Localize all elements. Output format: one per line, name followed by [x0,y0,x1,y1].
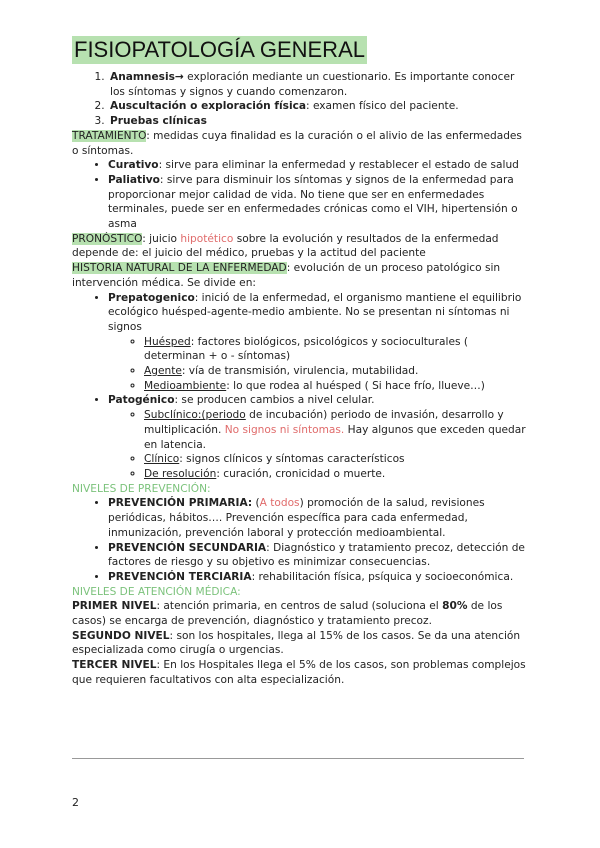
item-text: Hay algunos que exceden quedar en latencia. [144,423,526,451]
footer-divider [72,758,524,759]
text: : evolución de un proceso patológico sin intervención médica. Se divide en: [72,262,501,289]
arrow: → [174,71,184,83]
item-text: : factores biológicos, psicológicos y socioculturales ( determinan + o - síntomas) [144,335,468,363]
pronostico-label: PRONÓSTICO [72,232,143,245]
highlight-red: hipotético [180,232,234,245]
item-text: : sirve para disminuir los síntomas y signos de la enfermedad para proporcionar mejor calidad de vida. No tiene que ser en enfermedades terminales, puede ser en enfermedades crónicas como el VIH, hipertensión o asma [108,173,518,231]
tratamiento-text: : medidas cuya finalidad es la curación o el alivio de las enfermedades o síntomas. [72,129,522,157]
page-content [72,36,528,688]
list-item [108,158,528,173]
list-item [108,99,528,114]
tratamiento-label: TRATAMIENTO [72,129,147,142]
pronostico-paragraph [72,232,528,261]
term: Subclínico:(periodo [144,409,246,422]
historia-label: HISTORIA NATURAL DE LA ENFERMEDAD [72,262,287,275]
primer-nivel [72,599,528,628]
sub-item [144,335,528,364]
item-text: : lo que rodea al huésped ( Si hace frío, llueve…) [226,379,485,392]
item-text: : curación, cronicidad o muerte. [216,467,386,480]
atencion-heading: NIVELES DE ATENCIÓN MÉDICA: [72,585,241,598]
text: sobre la evolución y resultados de la enfermedad depende de: el juicio del médico, pruebas y la actitud del paciente [72,232,499,260]
item-text: : sirve para eliminar la enfermedad y restablecer el estado de salud [158,159,519,172]
term: PRIMER NIVEL [72,600,157,613]
item-text: : se producen cambios a nivel celular. [174,394,375,407]
term: PREVENCIÓN PRIMARIA: [108,497,253,510]
text: ( [252,497,260,510]
sub-item [144,379,528,394]
prevencion-list [72,496,528,584]
item-text: ) promoción de la salud, revisiones periódicas, hábitos…. Prevención específica para cada enfermedad, inmunización, prevención laboral y protección medioambiental. [108,497,485,539]
item-text: : examen físico del paciente. [306,100,459,113]
term: Auscultación o exploración física [110,100,307,113]
text: : son los hospitales, llega al 15% de los casos. Se da una atención especializada como cirugía o urgencias. [72,629,521,657]
item-text: : vía de transmisión, virulencia, mutabilidad. [181,365,419,378]
sub-list [108,408,528,482]
term: Medioambiente [144,379,227,392]
text: : juicio [142,232,181,245]
tratamiento-paragraph [72,129,528,158]
list-item [108,173,528,232]
text: : En los Hospitales llega el 5% de los casos, son problemas complejos que requieren facultativos con alta especialización. [72,659,526,686]
sub-item [144,467,528,482]
sub-item [144,364,528,379]
term: Clínico [144,453,180,466]
tercer-nivel [72,658,528,687]
sub-list [108,335,528,394]
list-item [108,393,528,481]
highlight-red: No signos ni síntomas. [224,423,345,436]
segundo-nivel [72,629,528,658]
term: De resolución [144,467,217,480]
term: Huésped [144,335,191,348]
percent: 80% [442,600,468,613]
term: Pruebas clínicas [110,115,207,128]
sub-item [144,452,528,467]
text: : atención primaria, en centros de salud (soluciona el [156,600,443,613]
term: SEGUNDO NIVEL [72,629,170,642]
list-item [108,291,528,394]
term: Patogénico [108,394,175,407]
term: TERCER NIVEL [72,659,157,672]
term: PREVENCIÓN TERCIARIA [108,570,252,583]
sub-item [144,408,528,452]
term: Curativo [108,159,159,172]
item-text: : rehabilitación física, psíquica y socioeconómica. [251,570,514,583]
item-text: : inició de la enfermedad, el organismo mantiene el equilibrio ecológico huésped-agente-medio ambiente. No se presentan ni síntomas ni signos [108,291,522,333]
historia-list [72,291,528,482]
text: de los casos) se encarga de prevención, diagnóstico y tratamiento precoz. [72,600,503,628]
historia-paragraph [72,261,528,290]
list-item [108,114,528,129]
list-item [108,541,528,570]
item-text: de incubación) periodo de invasión, desarrollo y multiplicación. [144,409,504,436]
term: PREVENCIÓN SECUNDARIA [108,541,267,554]
prevencion-heading: NIVELES DE PREVENCIÓN: [72,482,211,495]
term: Prepatogenico [108,291,195,304]
item-text: exploración mediante un cuestionario. Es importante conocer los síntomas y signos y cuando comenzaron. [110,71,515,98]
term: Agente [144,365,182,378]
item-text: : Diagnóstico y tratamiento precoz, detección de factores de riesgo y su objetivo es minimizar consecuencias. [108,541,525,569]
list-item [108,496,528,540]
list-item [108,70,528,99]
list-item [108,570,528,585]
term: Paliativo [108,173,160,186]
item-text: : signos clínicos y síntomas característicos [179,453,405,466]
page-number: 2 [72,796,79,809]
tratamiento-list [72,158,528,232]
numbered-list [72,70,528,129]
page-title: FISIOPATOLOGÍA GENERAL [74,37,365,62]
term: Anamnesis [110,71,175,83]
highlight-red: A todos [259,497,300,510]
document-body [72,70,528,688]
